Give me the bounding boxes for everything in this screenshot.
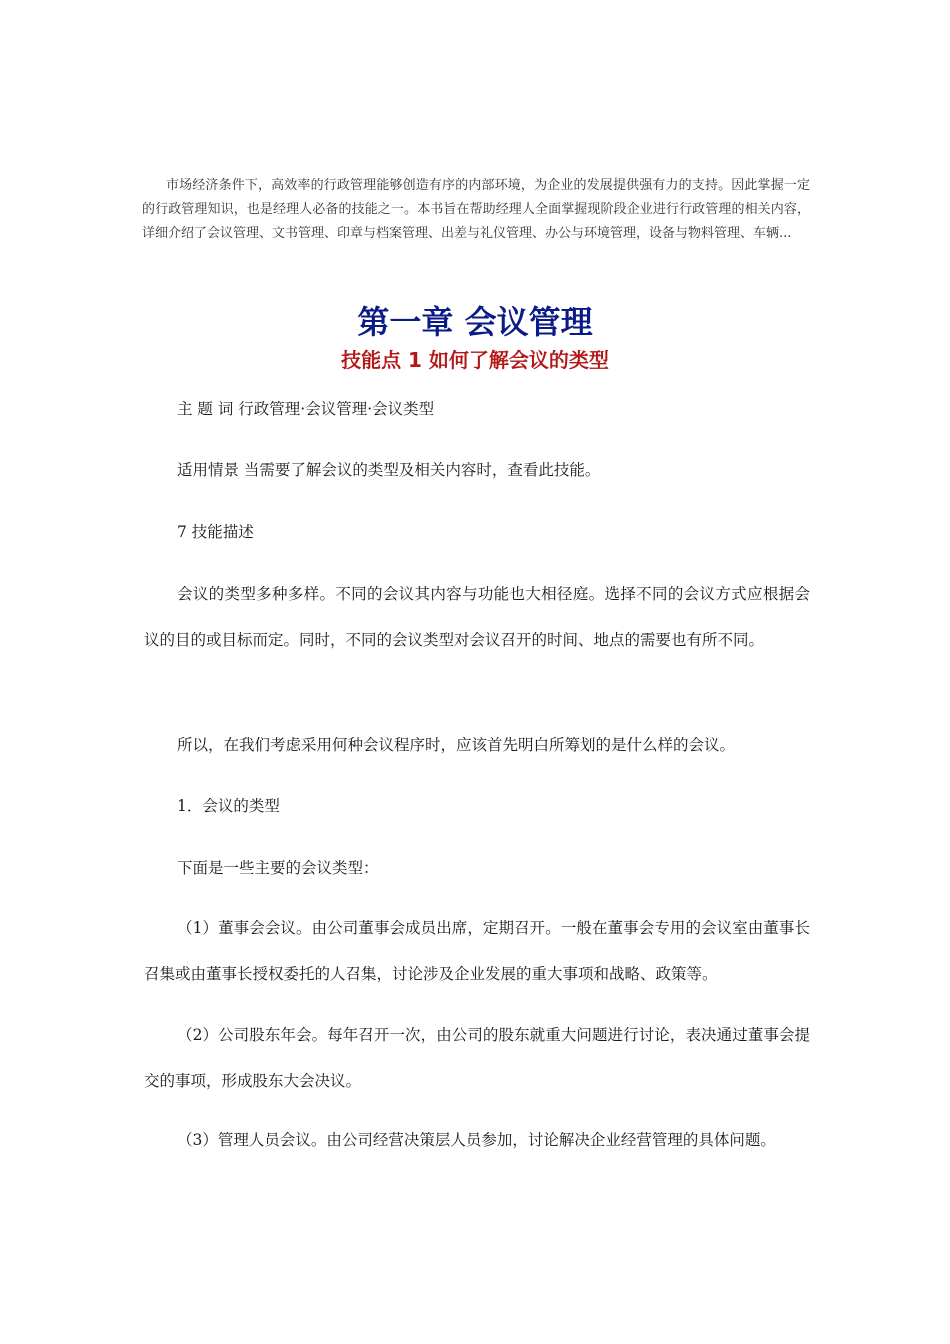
list-item-management-meeting: （3）管理人员会议。由公司经营决策层人员参加，讨论解决企业经营管理的具体问题。 [177, 1131, 776, 1149]
body-paragraph-list-intro: 下面是一些主要的会议类型： [177, 859, 379, 877]
body-paragraph-therefore: 所以，在我们考虑采用何种会议程序时，应该首先明白所筹划的是什么样的会议。 [177, 736, 736, 754]
intro-paragraph: 市场经济条件下，高效率的行政管理能够创造有序的内部环境，为企业的发展提供强有力的支持。因此掌握一定的行政管理知识，也是经理人必备的技能之一。本书旨在帮助经理人全面掌握现阶段企业进行行政管理的相关内容，详细介绍了会议管理、文书管理、印章与档案管理、出差与礼仪管理、办公与环境管理，设备与物料管理、车辆... [142, 178, 810, 241]
body-paragraph-meeting-types-intro: 会议的类型多种多样。不同的会议其内容与功能也大相径庭。选择不同的会议方式应根据会议的目的或目标而定。同时，不同的会议类型对会议召开的时间、地点的需要也有所不同。 [144, 585, 810, 649]
section-title: 技能点 1 如何了解会议的类型 [341, 348, 609, 372]
subheading-meeting-types: 1．会议的类型 [177, 797, 280, 815]
applicable-scenario-line: 适用情景 当需要了解会议的类型及相关内容时，查看此技能。 [177, 461, 601, 479]
list-item-board-meeting: （1）董事会会议。由公司董事会成员出席，定期召开。一般在董事会专用的会议室由董事长召集或由董事长授权委托的人召集，讨论涉及企业发展的重大事项和战略、政策等。 [144, 919, 810, 983]
chapter-title: 第一章 会议管理 [357, 303, 593, 341]
list-item-shareholder-meeting: （2）公司股东年会。每年召开一次，由公司的股东就重大问题进行讨论，表决通过董事会提交的事项，形成股东大会决议。 [144, 1026, 810, 1090]
keywords-line: 主 题 词 行政管理·会议管理·会议类型 [177, 400, 435, 418]
skill-description-heading: 7 技能描述 [177, 523, 254, 541]
